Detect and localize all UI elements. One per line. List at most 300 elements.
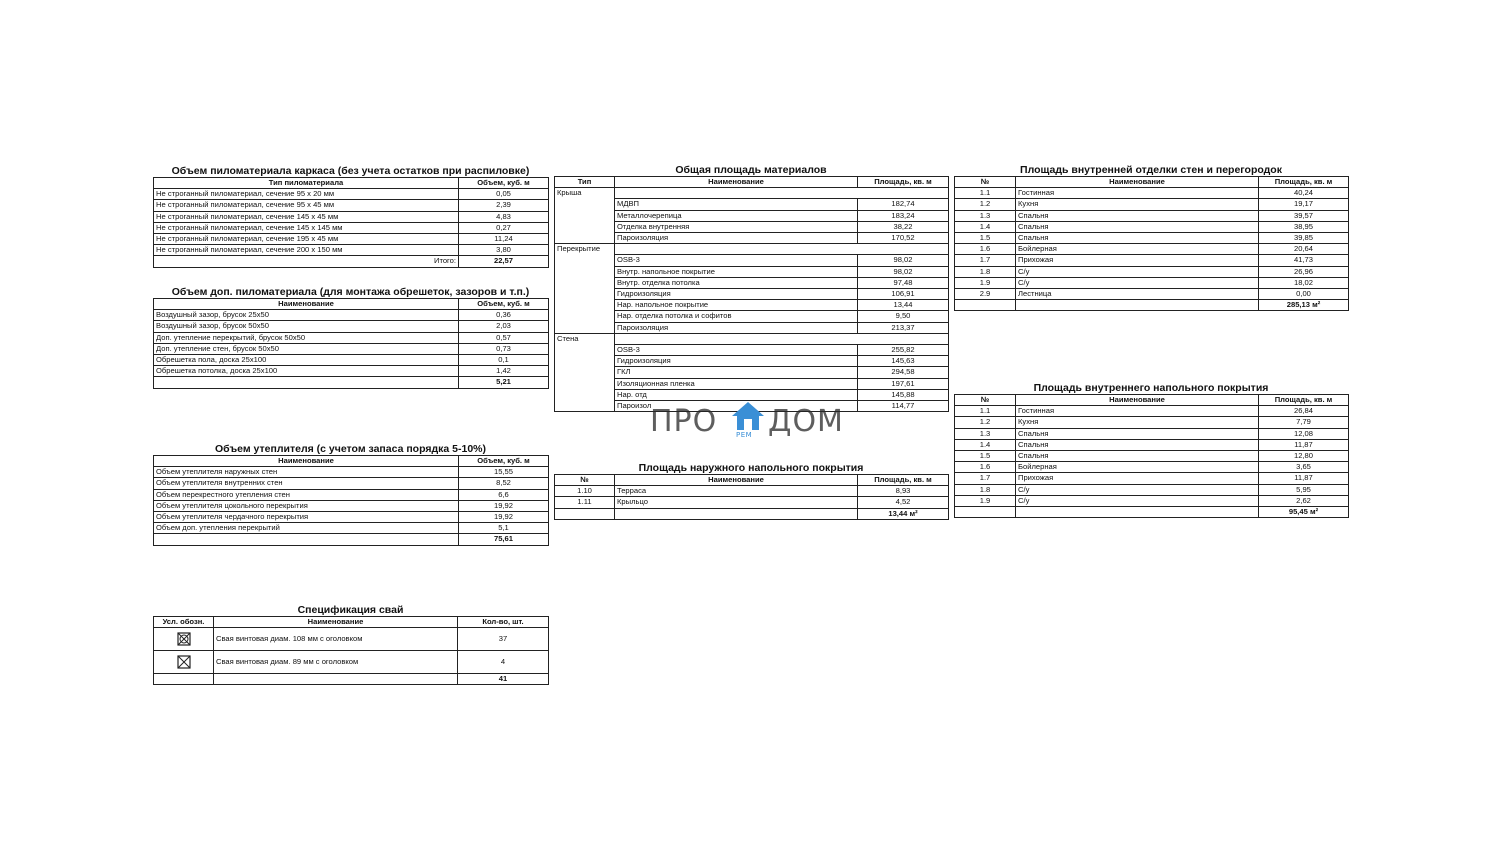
table-row <box>555 389 949 400</box>
group-row <box>555 188 949 199</box>
table-cell: 2,03 <box>459 321 549 332</box>
table-row <box>955 255 1349 266</box>
header-cell: Объем, куб. м <box>459 299 549 310</box>
table-cell: 3,80 <box>459 245 549 256</box>
table-cell: 38,95 <box>1259 221 1349 232</box>
table-row <box>154 512 549 523</box>
table-cell: 1.6 <box>955 244 1016 255</box>
table-cell: 0,36 <box>459 310 549 321</box>
materials-area-block <box>554 164 948 412</box>
table-cell: 1.4 <box>955 439 1016 450</box>
table-cell: Спальня <box>1016 210 1259 221</box>
table-cell: 41,73 <box>1259 255 1349 266</box>
wall-finish-title: Площадь внутренней отделки стен и перегородок <box>1020 164 1282 176</box>
material-area: 13,44 <box>858 300 949 311</box>
group-row <box>555 244 949 255</box>
piles-block <box>153 604 548 685</box>
table-row <box>555 378 949 389</box>
material-area: 170,52 <box>858 233 949 244</box>
total-value: 285,13 м² <box>1259 300 1349 311</box>
logo-word-pro: ПРО <box>650 404 718 439</box>
table-cell: 19,17 <box>1259 199 1349 210</box>
total-row <box>154 674 549 685</box>
header-cell: Площадь, кв. м <box>1259 177 1349 188</box>
table-cell: 4,83 <box>459 211 549 222</box>
material-name: OSB-3 <box>615 345 858 356</box>
group-row <box>555 333 949 344</box>
table-row <box>154 211 549 222</box>
table-row <box>955 233 1349 244</box>
total-value: 13,44 м² <box>858 508 949 519</box>
table-row <box>555 233 949 244</box>
table-row <box>154 628 549 651</box>
table-cell: Не строганный пиломатериал, сечение 145 х 145 мм <box>154 222 459 233</box>
header-cell: Наименование <box>214 617 458 628</box>
table-row <box>555 497 949 508</box>
table-row <box>955 484 1349 495</box>
house-icon <box>730 400 766 432</box>
total-label <box>214 674 458 685</box>
table-cell: 1.8 <box>955 266 1016 277</box>
materials-area-table <box>554 176 949 412</box>
table-cell: С/у <box>1016 495 1259 506</box>
table-row <box>154 189 549 200</box>
table-row <box>955 462 1349 473</box>
table-cell: 19,92 <box>459 500 549 511</box>
table-cell: 1.11 <box>555 497 615 508</box>
table-cell: Не строганный пиломатериал, сечение 195 х 45 мм <box>154 234 459 245</box>
material-name: Нар. отд <box>615 389 858 400</box>
type-empty-cell <box>555 378 615 389</box>
table-row <box>955 289 1349 300</box>
interior-floor-table <box>954 394 1349 518</box>
total-row <box>555 508 949 519</box>
table-cell: Гостинная <box>1016 406 1259 417</box>
table-cell: 1.3 <box>955 428 1016 439</box>
table-row <box>154 343 549 354</box>
interior-floor-title: Площадь внутреннего напольного покрытия <box>1033 382 1269 394</box>
table-row <box>555 255 949 266</box>
table-cell: 2,39 <box>459 200 549 211</box>
header-cell: Наименование <box>615 177 858 188</box>
material-area: 145,63 <box>858 356 949 367</box>
material-area: 114,77 <box>858 401 949 412</box>
table-cell: Воздушный зазор, брусок 50х50 <box>154 321 459 332</box>
table-cell: Объем утеплителя цокольного перекрытия <box>154 500 459 511</box>
table-row <box>154 489 549 500</box>
pile-count: 37 <box>458 628 549 651</box>
table-cell: Бойлерная <box>1016 462 1259 473</box>
lumber-frame-block <box>153 165 548 268</box>
table-row <box>154 234 549 245</box>
pile-count: 4 <box>458 651 549 674</box>
header-cell: № <box>955 177 1016 188</box>
table-cell: Спальня <box>1016 451 1259 462</box>
table-header-row <box>154 617 549 628</box>
header-cell: Кол-во, шт. <box>458 617 549 628</box>
type-empty-cell <box>555 356 615 367</box>
table-cell: 1.1 <box>955 188 1016 199</box>
total-row <box>154 377 549 388</box>
table-row <box>955 244 1349 255</box>
table-row <box>555 221 949 232</box>
watermark-logo <box>650 404 850 444</box>
wall-finish-block <box>954 164 1348 311</box>
header-cell: Наименование <box>615 475 858 486</box>
table-row <box>955 428 1349 439</box>
table-cell: 11,24 <box>459 234 549 245</box>
material-area: 145,88 <box>858 389 949 400</box>
total-label <box>615 508 858 519</box>
piles-table <box>153 616 549 685</box>
table-cell: Обрешетка потолка, доска 25х100 <box>154 366 459 377</box>
type-empty-cell <box>555 289 615 300</box>
table-cell: 1.2 <box>955 417 1016 428</box>
type-empty-cell <box>555 255 615 266</box>
table-cell: 12,80 <box>1259 451 1349 462</box>
table-cell: Спальня <box>1016 439 1259 450</box>
exterior-floor-title: Площадь наружного напольного покрытия <box>638 462 864 474</box>
table-cell: Не строганный пиломатериал, сечение 95 х 45 мм <box>154 200 459 211</box>
table-cell: 0,1 <box>459 355 549 366</box>
header-cell: Площадь, кв. м <box>858 177 949 188</box>
table-cell: 1.7 <box>955 473 1016 484</box>
type-empty-cell <box>555 277 615 288</box>
table-row <box>154 355 549 366</box>
material-name: Пароизол <box>615 401 858 412</box>
total-empty <box>154 674 214 685</box>
table-cell: 12,08 <box>1259 428 1349 439</box>
table-cell: 20,64 <box>1259 244 1349 255</box>
table-row <box>955 266 1349 277</box>
table-cell: Доп. утепление перекрытий, брусок 50х50 <box>154 332 459 343</box>
table-row <box>555 322 949 333</box>
table-row <box>154 332 549 343</box>
table-row <box>955 199 1349 210</box>
total-value: 75,61 <box>459 534 549 545</box>
extra-lumber-table <box>153 298 549 389</box>
total-row <box>154 534 549 545</box>
table-row <box>955 473 1349 484</box>
table-cell: Кухня <box>1016 417 1259 428</box>
table-cell: 0,05 <box>459 189 549 200</box>
table-cell: Прихожая <box>1016 473 1259 484</box>
type-empty-cell <box>555 345 615 356</box>
table-cell: 5,95 <box>1259 484 1349 495</box>
table-cell: Спальня <box>1016 221 1259 232</box>
table-cell: Не строганный пиломатериал, сечение 145 х 45 мм <box>154 211 459 222</box>
table-cell: 3,65 <box>1259 462 1349 473</box>
pile-symbol-cell <box>154 628 214 651</box>
table-header-row <box>154 299 549 310</box>
insulation-title: Объем утеплителя (с учетом запаса порядка 5-10%) <box>214 443 487 455</box>
total-row <box>154 256 549 267</box>
table-row <box>555 300 949 311</box>
total-empty <box>955 507 1016 518</box>
materials-area-title: Общая площадь материалов <box>675 164 827 176</box>
table-cell: 4,52 <box>858 497 949 508</box>
total-value: 5,21 <box>459 377 549 388</box>
table-cell: 40,24 <box>1259 188 1349 199</box>
table-cell: С/у <box>1016 277 1259 288</box>
table-cell: 1.5 <box>955 451 1016 462</box>
type-empty-cell <box>555 322 615 333</box>
table-cell: Объем доп. утепления перекрытий <box>154 523 459 534</box>
total-label: Итого: <box>154 256 459 267</box>
material-name: Гидроизоляция <box>615 289 858 300</box>
table-cell: Не строганный пиломатериал, сечение 95 х 20 мм <box>154 189 459 200</box>
material-name: ГКЛ <box>615 367 858 378</box>
material-area: 197,61 <box>858 378 949 389</box>
exterior-floor-table <box>554 474 949 520</box>
table-cell: Кухня <box>1016 199 1259 210</box>
table-cell: 1.7 <box>955 255 1016 266</box>
header-cell: Наименование <box>1016 177 1259 188</box>
table-row <box>955 277 1349 288</box>
type-empty-cell <box>555 221 615 232</box>
total-label <box>1016 300 1259 311</box>
total-empty <box>955 300 1016 311</box>
table-row <box>154 245 549 256</box>
table-cell: 0,73 <box>459 343 549 354</box>
table-cell: Не строганный пиломатериал, сечение 200 х 150 мм <box>154 245 459 256</box>
table-header-row <box>154 456 549 467</box>
material-area: 106,91 <box>858 289 949 300</box>
header-cell: Объем, куб. м <box>459 178 549 189</box>
table-cell: Крыльцо <box>615 497 858 508</box>
table-row <box>555 345 949 356</box>
table-cell: 1.1 <box>955 406 1016 417</box>
table-row <box>555 486 949 497</box>
table-header-row <box>955 177 1349 188</box>
header-cell: Тип <box>555 177 615 188</box>
group-spacer <box>615 188 949 199</box>
pile-symbol-cell <box>154 651 214 674</box>
table-header-row <box>154 178 549 189</box>
material-name: Пароизоляция <box>615 233 858 244</box>
material-area: 98,02 <box>858 255 949 266</box>
table-cell: Бойлерная <box>1016 244 1259 255</box>
header-cell: Площадь, кв. м <box>1259 395 1349 406</box>
table-row <box>555 199 949 210</box>
material-area: 213,37 <box>858 322 949 333</box>
total-value: 22,57 <box>459 256 549 267</box>
table-cell: 18,02 <box>1259 277 1349 288</box>
table-row <box>555 266 949 277</box>
material-name: Пароизоляция <box>615 322 858 333</box>
table-cell: 8,93 <box>858 486 949 497</box>
table-cell: 39,57 <box>1259 210 1349 221</box>
table-cell: 1.6 <box>955 462 1016 473</box>
table-cell: 1.8 <box>955 484 1016 495</box>
type-empty-cell <box>555 199 615 210</box>
material-name: Металлочерепица <box>615 210 858 221</box>
total-label <box>154 377 459 388</box>
pile-name: Свая винтовая диам. 108 мм с оголовком <box>214 628 458 651</box>
insulation-block <box>153 443 548 546</box>
table-cell: 7,79 <box>1259 417 1349 428</box>
table-row <box>555 277 949 288</box>
material-name: Внутр. напольное покрытие <box>615 266 858 277</box>
table-cell: 2.9 <box>955 289 1016 300</box>
table-row <box>154 478 549 489</box>
material-name: МДВП <box>615 199 858 210</box>
table-cell: Объем перекрестного утепления стен <box>154 489 459 500</box>
group-type-label: Крыша <box>555 188 615 199</box>
type-empty-cell <box>555 210 615 221</box>
material-area: 183,24 <box>858 210 949 221</box>
lumber-frame-table <box>153 177 549 268</box>
header-cell: № <box>955 395 1016 406</box>
table-cell: Объем утеплителя внутренних стен <box>154 478 459 489</box>
table-cell: 1.3 <box>955 210 1016 221</box>
type-empty-cell <box>555 401 615 412</box>
material-name: Отделка внутренняя <box>615 221 858 232</box>
total-label <box>1016 507 1259 518</box>
exterior-floor-block <box>554 462 948 520</box>
total-row <box>955 300 1349 311</box>
table-row <box>154 200 549 211</box>
table-cell: 11,87 <box>1259 439 1349 450</box>
table-row <box>955 406 1349 417</box>
pile-name: Свая винтовая диам. 89 мм с оголовком <box>214 651 458 674</box>
table-cell: 1.10 <box>555 486 615 497</box>
group-type-label: Стена <box>555 333 615 344</box>
header-cell: Площадь, кв. м <box>858 475 949 486</box>
group-spacer <box>615 333 949 344</box>
header-cell: Усл. обозн. <box>154 617 214 628</box>
table-row <box>555 367 949 378</box>
table-cell: 1.9 <box>955 277 1016 288</box>
type-empty-cell <box>555 233 615 244</box>
table-cell: 15,55 <box>459 467 549 478</box>
table-header-row <box>555 177 949 188</box>
table-row <box>955 221 1349 232</box>
table-cell: Спальня <box>1016 428 1259 439</box>
material-area: 38,22 <box>858 221 949 232</box>
table-cell: 0,57 <box>459 332 549 343</box>
table-cell: Прихожая <box>1016 255 1259 266</box>
table-row <box>955 451 1349 462</box>
table-row <box>154 500 549 511</box>
table-row <box>555 311 949 322</box>
total-label <box>154 534 459 545</box>
material-name: Гидроизоляция <box>615 356 858 367</box>
wall-finish-table <box>954 176 1349 311</box>
group-spacer <box>615 244 949 255</box>
table-cell: Воздушный зазор, брусок 25х50 <box>154 310 459 321</box>
table-cell: 2,62 <box>1259 495 1349 506</box>
extra-lumber-title: Объем доп. пиломатериала (для монтажа обрешеток, зазоров и т.п.) <box>171 286 530 298</box>
table-cell: Терраса <box>615 486 858 497</box>
header-cell: Объем, куб. м <box>459 456 549 467</box>
material-area: 9,50 <box>858 311 949 322</box>
table-cell: 1.4 <box>955 221 1016 232</box>
table-row <box>154 321 549 332</box>
table-row <box>955 495 1349 506</box>
material-name: Нар. отделка потолка и софитов <box>615 311 858 322</box>
group-type-label: Перекрытие <box>555 244 615 255</box>
type-empty-cell <box>555 266 615 277</box>
table-row <box>154 222 549 233</box>
table-cell: 1.2 <box>955 199 1016 210</box>
header-cell: Наименование <box>154 456 459 467</box>
material-name: Нар. напольное покрытие <box>615 300 858 311</box>
type-empty-cell <box>555 311 615 322</box>
table-cell: С/у <box>1016 484 1259 495</box>
table-cell: Спальня <box>1016 233 1259 244</box>
table-row <box>555 356 949 367</box>
table-row <box>955 188 1349 199</box>
material-area: 255,82 <box>858 345 949 356</box>
piles-title: Спецификация свай <box>297 604 404 616</box>
table-cell: Доп. утепление стен, брусок 50х50 <box>154 343 459 354</box>
table-cell: 0,00 <box>1259 289 1349 300</box>
table-cell: 19,92 <box>459 512 549 523</box>
table-cell: Лестница <box>1016 289 1259 300</box>
header-cell: Тип пиломатериала <box>154 178 459 189</box>
material-name: OSB-3 <box>615 255 858 266</box>
table-cell: Объем утеплителя наружных стен <box>154 467 459 478</box>
logo-subtitle: РЕМ <box>736 431 753 439</box>
table-cell: Гостинная <box>1016 188 1259 199</box>
table-cell: Обрешетка пола, доска 25х100 <box>154 355 459 366</box>
table-cell: 6,6 <box>459 489 549 500</box>
total-row <box>955 507 1349 518</box>
table-row <box>555 289 949 300</box>
table-row <box>154 366 549 377</box>
table-cell: 1.9 <box>955 495 1016 506</box>
table-cell: С/у <box>1016 266 1259 277</box>
table-cell: 8,52 <box>459 478 549 489</box>
total-value: 95,45 м² <box>1259 507 1349 518</box>
table-row <box>555 210 949 221</box>
material-area: 294,58 <box>858 367 949 378</box>
type-empty-cell <box>555 389 615 400</box>
header-cell: № <box>555 475 615 486</box>
table-cell: 11,87 <box>1259 473 1349 484</box>
screw-pile-icon <box>177 632 191 646</box>
table-row <box>955 439 1349 450</box>
table-row <box>955 417 1349 428</box>
table-cell: 5,1 <box>459 523 549 534</box>
table-cell: 26,84 <box>1259 406 1349 417</box>
material-area: 97,48 <box>858 277 949 288</box>
insulation-table <box>153 455 549 546</box>
type-empty-cell <box>555 300 615 311</box>
screw-pile-icon <box>177 655 191 669</box>
table-cell: 1,42 <box>459 366 549 377</box>
interior-floor-block <box>954 382 1348 518</box>
header-cell: Наименование <box>154 299 459 310</box>
material-area: 98,02 <box>858 266 949 277</box>
material-name: Внутр. отделка потолка <box>615 277 858 288</box>
extra-lumber-block <box>153 286 548 389</box>
table-cell: 26,96 <box>1259 266 1349 277</box>
table-row <box>154 310 549 321</box>
table-row <box>154 651 549 674</box>
table-cell: 0,27 <box>459 222 549 233</box>
material-area: 182,74 <box>858 199 949 210</box>
table-cell: 1.5 <box>955 233 1016 244</box>
logo-word-dom: ДОМ <box>768 404 844 439</box>
total-value: 41 <box>458 674 549 685</box>
total-empty <box>555 508 615 519</box>
table-row <box>955 210 1349 221</box>
material-name: Изоляционная пленка <box>615 378 858 389</box>
table-row <box>154 467 549 478</box>
lumber-frame-title: Объем пиломатериала каркаса (без учета остатков при распиловке) <box>171 165 530 177</box>
